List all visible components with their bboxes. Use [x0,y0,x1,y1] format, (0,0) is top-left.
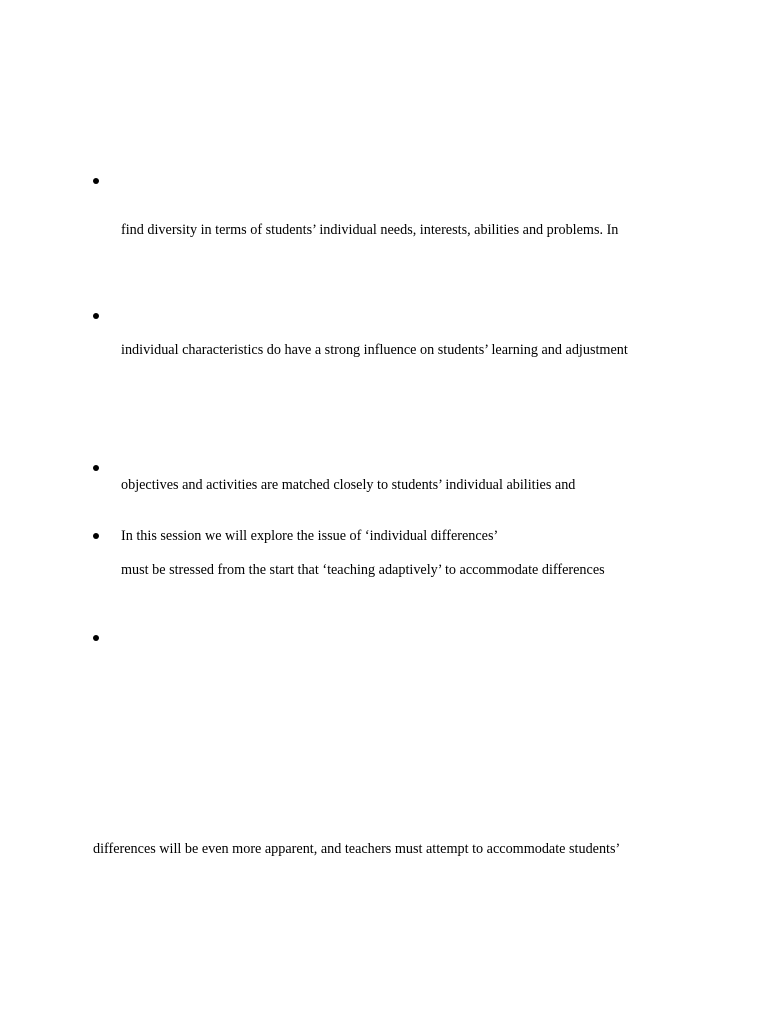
bullet-point [93,313,99,319]
body-text-line: In this session we will explore the issue of ‘individual differences’ [121,528,499,544]
bullet-point [93,533,99,539]
bullet-point [93,178,99,184]
body-text-line: individual characteristics do have a strong influence on students’ learning and adjustment [121,342,628,358]
body-text-line: find diversity in terms of students’ individual needs, interests, abilities and problems. In [121,222,619,238]
bullet-point [93,635,99,641]
body-text-line: must be stressed from the start that ‘teaching adaptively’ to accommodate differences [121,562,605,578]
body-text-line: differences will be even more apparent, and teachers must attempt to accommodate students’ [93,841,621,857]
body-text-line: objectives and activities are matched closely to students’ individual abilities and [121,477,576,493]
bullet-point [93,465,99,471]
